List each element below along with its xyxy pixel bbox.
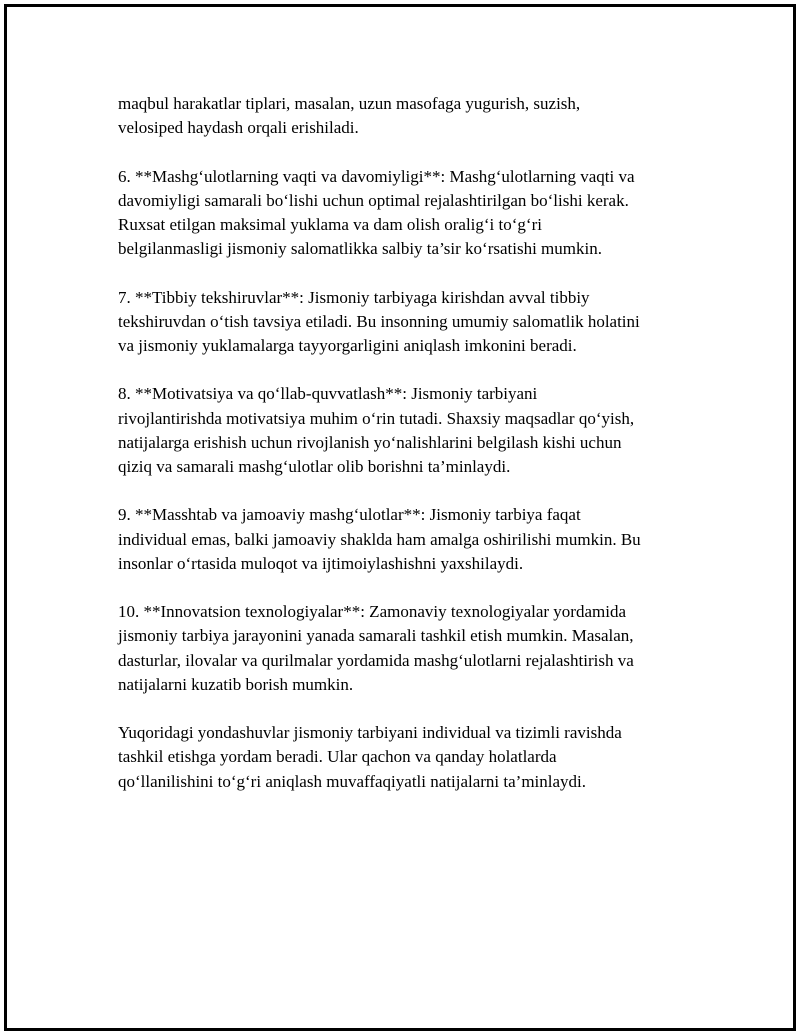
paragraph-item-9: 9. **Masshtab va jamoaviy mashg‘ulotlar**: Jismoniy tarbiya faqat individual emas, balki jamoaviy shaklda ham amalga oshirilishi mumkin. Bu insonlar o‘rtasida muloqot va ijtimoiylashishni yaxshilaydi. (118, 505, 641, 573)
paragraph-item-8: 8. **Motivatsiya va qo‘llab-quvvatlash**: Jismoniy tarbiyani rivojlantirishda motivatsiya muhim o‘rin tutadi. Shaxsiy maqsadlar qo‘yish, natijalarga erishish uchun rivojlanish yo‘nalishlarini belgilash kishi uchun qiziq va samarali mashg‘ulotlar olib borishni ta’minlaydi. (118, 384, 635, 476)
document-body (118, 92, 708, 818)
paragraph-item-7: 7. **Tibbiy tekshiruvlar**: Jismoniy tarbiyaga kirishdan avval tibbiy tekshiruvdan o‘tish tavsiya etiladi. Bu insonning umumiy salomatlik holatini va jismoniy yuklamalarga tayyorgarligini aniqlash imkonini beradi. (118, 287, 640, 355)
paragraph-item-10: 10. **Innovatsion texnologiyalar**: Zamonaviy texnologiyalar yordamida jismoniy tarbiya jarayonini yanada samarali tashkil etish mumkin. Masalan, dasturlar, ilovalar va qurilmalar yordamida mashg‘ulotlarni rejalashtirish va natijalarni kuzatib borish mumkin. (118, 602, 634, 694)
paragraph-item-6: 6. **Mashg‘ulotlarning vaqti va davomiyligi**: Mashg‘ulotlarning vaqti va davomiyligi samarali bo‘lishi uchun optimal rejalashtirilgan bo‘lishi kerak. Ruxsat etilgan maksimal yuklama va dam olish oralig‘i to‘g‘ri belgilanmasligi jismoniy salomatlikka salbiy ta’sir ko‘rsatishi mumkin. (118, 166, 635, 259)
paragraph-continuation: maqbul harakatlar tiplari, masalan, uzun masofaga yugurish, suzish, velosiped haydash orqali erishiladi. (118, 94, 581, 138)
paragraph-conclusion: Yuqoridagi yondashuvlar jismoniy tarbiyani individual va tizimli ravishda tashkil etishga yordam beradi. Ular qachon va qanday holatlarda qo‘llanilishini to‘g‘ri aniqlash muvaffaqiyatli natijalarni ta’minlaydi. (118, 723, 622, 791)
